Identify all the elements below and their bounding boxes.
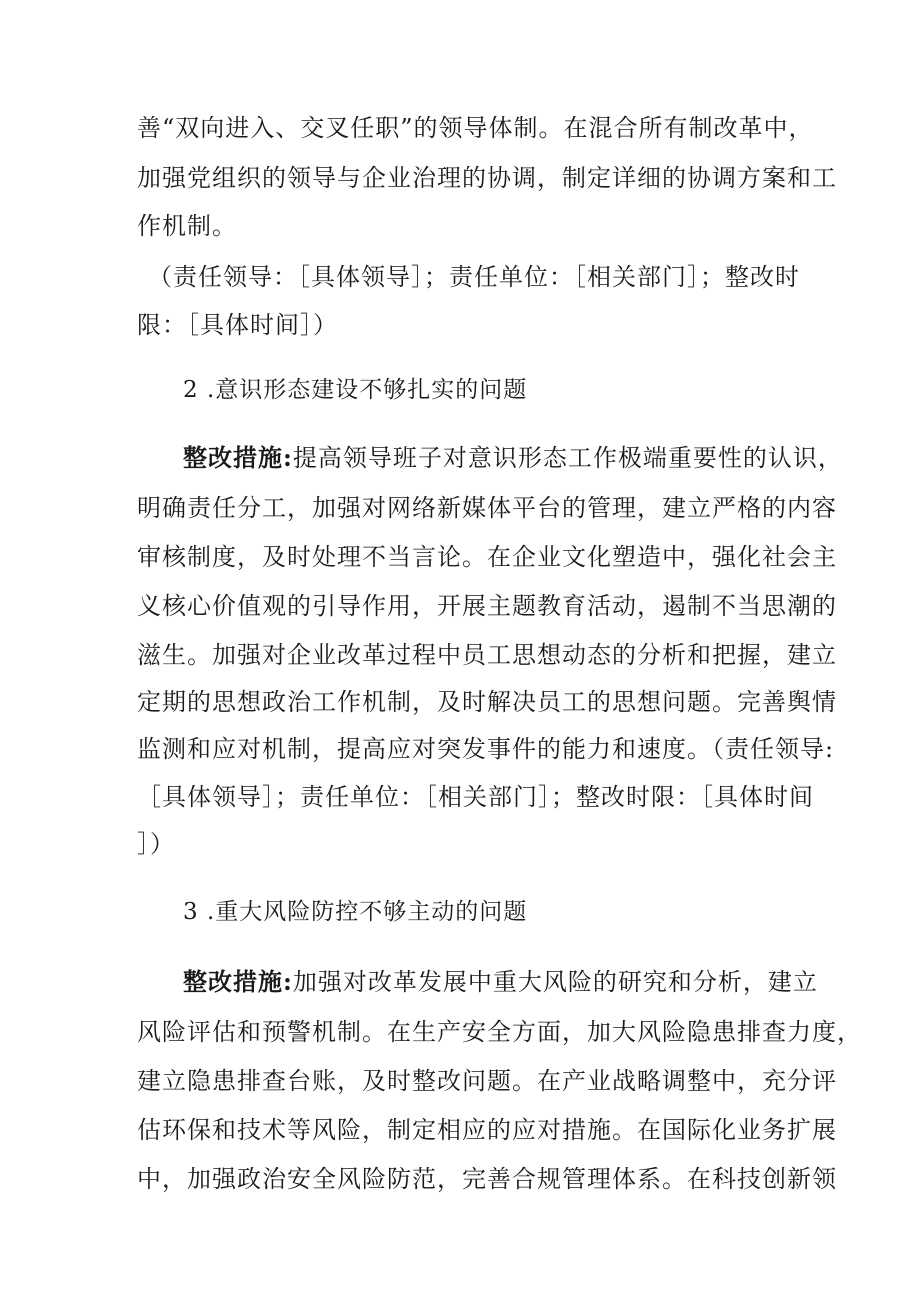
paragraph-line	[183, 967, 833, 997]
paragraph-line: 义核心价值观的引导作用，开展主题教育活动，遏制不当思潮的	[137, 592, 837, 620]
paragraph-text: 提高领导班子对意识形态工作极端重要性的认识，	[292, 444, 843, 472]
paragraph-line: 监测和应对机制，提高应对突发事件的能力和速度。（责任领导:	[137, 735, 835, 763]
responsibility-line: （责任领导：［具体领导］；责任单位：［相关部门］；整改时	[148, 263, 800, 291]
paragraph-line: ］）	[137, 830, 175, 858]
paragraph-line: 定期的思想政治工作机制，及时解决员工的思想问题。完善舆情	[137, 688, 837, 716]
measure-label: 整改措施:	[183, 443, 293, 472]
responsibility-line: 限：［具体时间］）	[137, 311, 338, 339]
section-heading: 3 .重大风险防控不够主动的问题	[183, 899, 528, 925]
paragraph-line: 风险评估和预警机制。在生产安全方面，加大风险隐患排查力度，	[137, 1018, 862, 1046]
paragraph-line: 估环保和技术等风险，制定相应的应对措施。在国际化业务扩展	[137, 1116, 837, 1144]
paragraph-line: ［具体领导］；责任单位：［相关部门］；整改时限：［具体时间	[137, 783, 814, 811]
paragraph-line: 中，加强政治安全风险防范，完善合规管理体系。在科技创新领	[137, 1165, 837, 1193]
paragraph-text: 加强对改革发展中重大风险的研究和分析，建立	[292, 968, 818, 996]
paragraph-line: 滋生。加强对企业改革过程中员工思想动态的分析和把握，建立	[137, 641, 837, 669]
paragraph-line	[183, 443, 843, 473]
paragraph-line: 审核制度，及时处理不当言论。在企业文化塑造中，强化社会主	[137, 543, 837, 571]
paragraph-line: 作机制。	[137, 212, 237, 240]
paragraph-line: 明确责任分工，加强对网络新媒体平台的管理，建立严格的内容	[137, 494, 837, 522]
paragraph-line: 善“双向进入、交叉任职”的领导体制。在混合所有制改革中，	[137, 114, 814, 142]
paragraph-line: 加强党组织的领导与企业治理的协调，制定详细的协调方案和工	[137, 164, 837, 192]
measure-label: 整改措施:	[183, 967, 293, 996]
section-heading: 2 .意识形态建设不够扎实的问题	[183, 377, 528, 403]
paragraph-line: 建立隐患排查台账，及时整改问题。在产业战略调整中，充分评	[137, 1067, 837, 1095]
